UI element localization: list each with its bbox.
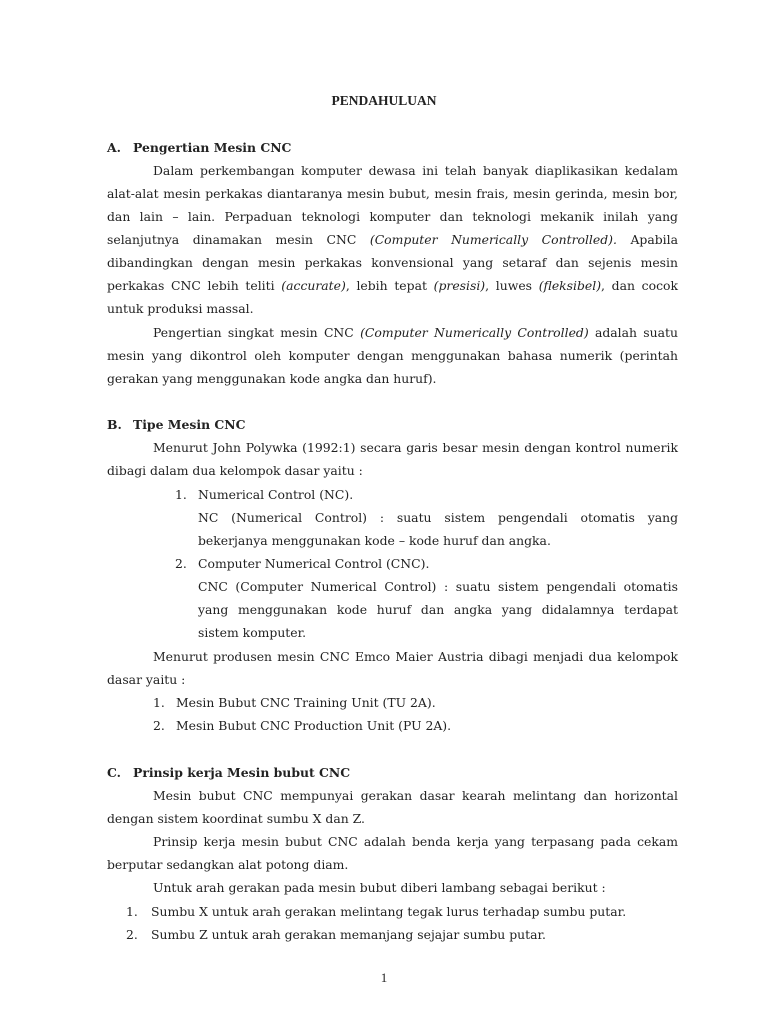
section-a-letter: A. xyxy=(107,140,121,155)
section-b-item1-title: Numerical Control (NC). xyxy=(198,487,354,502)
section-a-p1-line7: untuk produksi massal. xyxy=(107,301,254,316)
section-a-p1-line1: Dalam perkembangan komputer dewasa ini telah banyak diaplikasikan kedalam xyxy=(153,163,678,178)
section-b-item1-number: 1. xyxy=(175,487,187,502)
section-b-p2-line2: dasar yaitu : xyxy=(107,672,186,687)
section-a-p2-line1-italic: (Computer Numerically Controlled) xyxy=(360,325,589,340)
section-a-p1-line4-b: Apabila xyxy=(630,232,678,247)
section-a-title: Pengertian Mesin CNC xyxy=(133,140,292,155)
section-a-p1-line2: alat-alat mesin perkakas diantaranya mesin bubut, mesin frais, mesin gerinda, mesin bor, xyxy=(107,186,678,201)
section-b-letter: B. xyxy=(107,417,122,432)
section-a-p1-line4-a: selanjutnya dinamakan mesin CNC xyxy=(107,232,357,247)
section-b-p1-line1: Menurut John Polywka (1992:1) secara garis besar mesin dengan kontrol numerik xyxy=(153,440,678,455)
page-number: 1 xyxy=(380,970,388,985)
section-c-p1-line1: Mesin bubut CNC mempunyai gerakan dasar kearah melintang dan horizontal xyxy=(153,788,678,803)
section-b-item1-desc1: NC (Numerical Control) : suatu sistem pengendali otomatis yang xyxy=(198,510,678,525)
section-b-item2-desc1: CNC (Computer Numerical Control) : suatu sistem pengendali otomatis xyxy=(198,579,678,594)
section-b-list2-item2-text: Mesin Bubut CNC Production Unit (PU 2A). xyxy=(176,718,452,733)
section-b-title: Tipe Mesin CNC xyxy=(133,417,246,432)
section-b-list2-item1-text: Mesin Bubut CNC Training Unit (TU 2A). xyxy=(176,695,436,710)
section-c-title: Prinsip kerja Mesin bubut CNC xyxy=(133,765,351,780)
section-a-p2-line2: mesin yang dikontrol oleh komputer dengan menggunakan bahasa numerik (perintah xyxy=(107,348,678,363)
section-a-p1-line6 xyxy=(107,278,678,294)
section-b-heading xyxy=(107,417,245,433)
section-b-item2-number: 2. xyxy=(175,556,187,571)
section-a-p1-line6-b: , lebih tepat xyxy=(345,278,427,293)
section-a-p1-line6-italic3: (fleksibel) xyxy=(538,278,602,293)
section-b-list2-item2 xyxy=(153,718,451,734)
section-c-item1 xyxy=(126,904,626,920)
section-c-item1-number: 1. xyxy=(126,904,138,919)
section-b-item2-desc3: sistem komputer. xyxy=(198,625,307,640)
section-b-p1-line2: dibagi dalam dua kelompok dasar yaitu : xyxy=(107,463,363,478)
section-a-p2-line1-b: adalah suatu xyxy=(594,325,678,340)
section-c-letter: C. xyxy=(107,765,121,780)
section-b-list2-item1-number: 1. xyxy=(153,695,165,710)
section-a-p1-line6-italic2: (presisi) xyxy=(433,278,486,293)
section-c-p3: Untuk arah gerakan pada mesin bubut diberi lambang sebagai berikut : xyxy=(153,880,606,895)
section-a-p1-line6-d: , dan cocok xyxy=(601,278,678,293)
section-a-p1-line4 xyxy=(107,232,678,248)
section-a-p1-line6-italic1: (accurate) xyxy=(281,278,346,293)
section-a-p2-line1-a: Pengertian singkat mesin CNC xyxy=(153,325,354,340)
section-b-list2-item2-number: 2. xyxy=(153,718,165,733)
section-c-item2-number: 2. xyxy=(126,927,138,942)
section-b-item2 xyxy=(175,556,429,572)
section-a-p1-line5: dibandingkan dengan mesin perkakas konvensional yang setaraf dan sejenis mesin xyxy=(107,255,678,270)
section-c-item1-text: Sumbu X untuk arah gerakan melintang tegak lurus terhadap sumbu putar. xyxy=(151,904,627,919)
section-a-p1-line3: dan lain – lain. Perpaduan teknologi komputer dan teknologi mekanik inilah yang xyxy=(107,209,678,224)
section-a-heading xyxy=(107,140,291,156)
section-c-p2-line1: Prinsip kerja mesin bubut CNC adalah benda kerja yang terpasang pada cekam xyxy=(153,834,678,849)
section-b-item2-title: Computer Numerical Control (CNC). xyxy=(198,556,430,571)
section-a-p1-line6-c: , luwes xyxy=(485,278,533,293)
section-a-p1-line6-a: perkakas CNC lebih teliti xyxy=(107,278,275,293)
section-b-item1 xyxy=(175,487,353,503)
section-c-item2-text: Sumbu Z untuk arah gerakan memanjang sejajar sumbu putar. xyxy=(151,927,546,942)
section-c-item2 xyxy=(126,927,546,943)
section-a-p1-line4-italic: (Computer Numerically Controlled). xyxy=(369,232,617,247)
section-c-p2-line2: berputar sedangkan alat potong diam. xyxy=(107,857,349,872)
section-c-p1-line2: dengan sistem koordinat sumbu X dan Z. xyxy=(107,811,365,826)
section-a-p2-line1 xyxy=(153,325,678,341)
section-a-p2-line3: gerakan yang menggunakan kode angka dan huruf). xyxy=(107,371,437,386)
section-b-item2-desc2: yang menggunakan kode huruf dan angka yang didalamnya terdapat xyxy=(198,602,678,617)
section-b-p2-line1: Menurut produsen mesin CNC Emco Maier Austria dibagi menjadi dua kelompok xyxy=(153,649,678,664)
section-b-item1-desc2: bekerjanya menggunakan kode – kode huruf dan angka. xyxy=(198,533,551,548)
page-title: PENDAHULUAN xyxy=(331,93,437,108)
section-c-heading xyxy=(107,765,350,781)
section-b-list2-item1 xyxy=(153,695,436,711)
